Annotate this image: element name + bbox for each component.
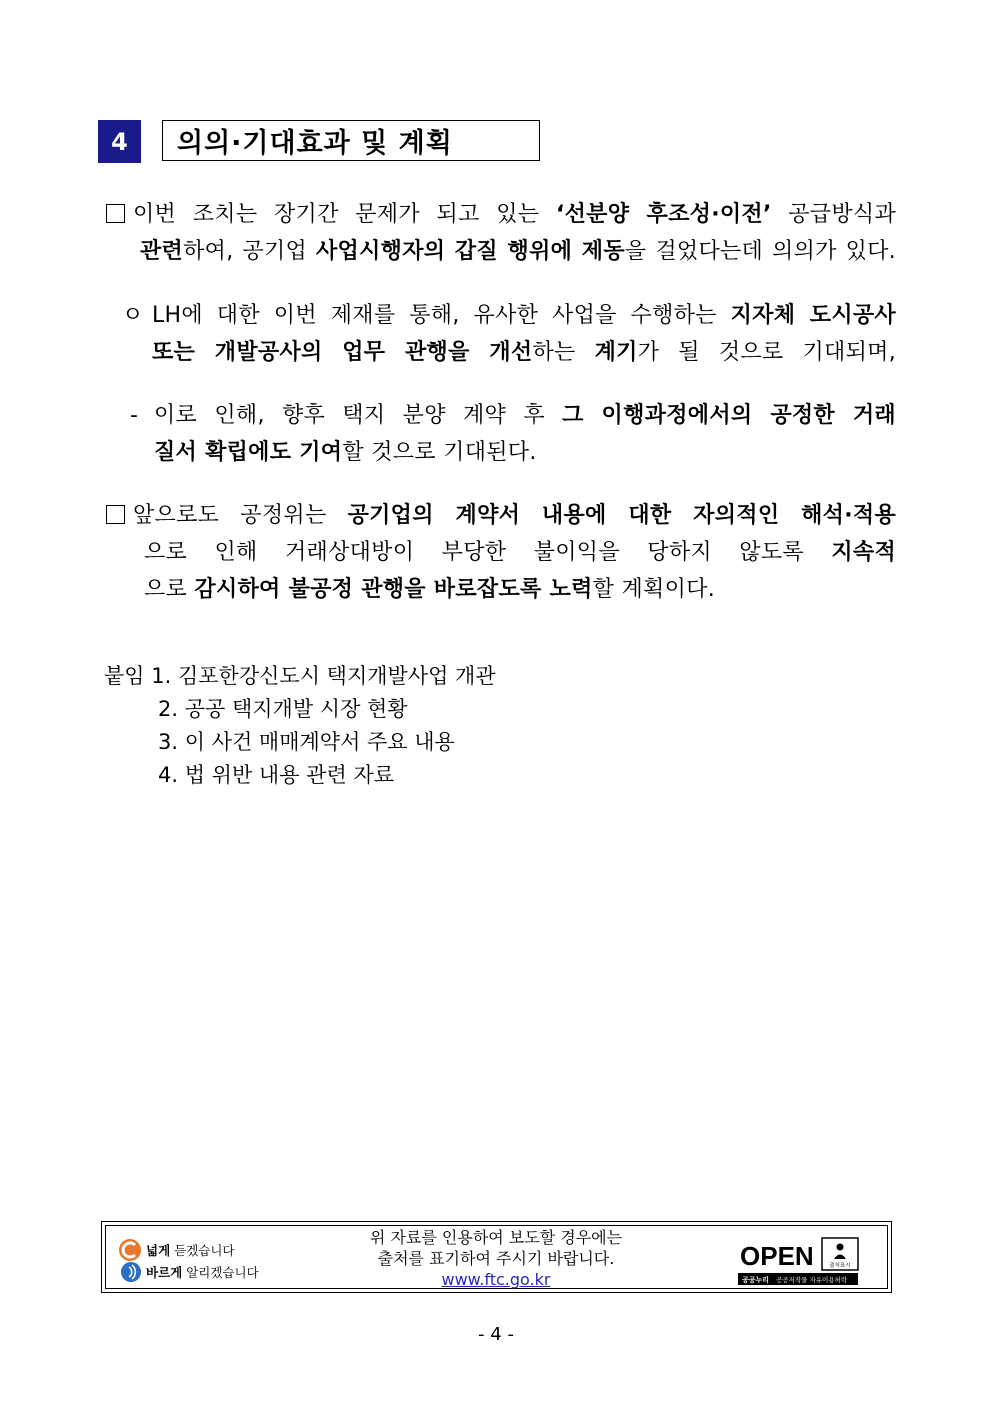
attachment-item	[104, 693, 496, 726]
ftc-logo-icon	[116, 1236, 148, 1284]
paragraph-1-cont	[140, 233, 896, 270]
open-logo-text: OPEN	[740, 1241, 814, 1271]
text: LH에 대한 이번 제재를 통해, 유사한 사업을 수행하는	[152, 303, 731, 328]
text: 이로 인해, 향후 택지 분양 계약 후	[154, 403, 563, 428]
text: 을 걸었다는데 의의가 있다.	[624, 239, 896, 264]
text: 하는	[532, 340, 595, 365]
text: 공급방식과	[771, 202, 896, 227]
paragraph-3-cont	[154, 434, 896, 471]
bold-text: 또는 개발공사의 업무 관행을 개선	[152, 340, 533, 365]
citation-notice	[336, 1227, 656, 1290]
text: 으로	[144, 577, 195, 602]
slogan-bold: 넓게	[146, 1243, 171, 1258]
paragraph-1-line-2	[140, 233, 896, 270]
open-badge-text: 출처표시	[829, 1263, 851, 1269]
bullet-dash: -	[130, 403, 139, 428]
paragraph-4	[106, 497, 896, 534]
slogan-bold: 바르게	[146, 1265, 183, 1280]
attachment-item	[104, 726, 496, 759]
paragraph-4-cont	[144, 534, 896, 571]
text: 으로 인해 거래상대방이 부당한 불이익을 당하지 않도록	[144, 540, 832, 565]
footer-inner-border	[105, 1225, 888, 1289]
bold-text: 계기	[594, 340, 638, 365]
bullet-circle: ㅇ	[122, 303, 144, 328]
notice-line-1: 위 자료를 인용하여 보도할 경우에는	[369, 1228, 623, 1247]
slogan-text: 알리겠습니다	[182, 1265, 259, 1280]
text: 할 것으로 기대된다.	[342, 440, 537, 465]
paragraph-2-cont	[152, 334, 896, 371]
open-bottom-desc: 공공저작물 자유이용허락	[776, 1276, 848, 1284]
bold-text: 지속적	[831, 540, 896, 565]
checkbox-square-icon	[106, 505, 125, 524]
bold-text: ‘선분양 후조성·이전’	[555, 202, 772, 227]
kogl-open-logo	[736, 1234, 864, 1286]
bold-text: 관련	[140, 239, 184, 264]
attachment-text: 4. 법 위반 내용 관련 자료	[158, 763, 394, 787]
bold-text: 사업시행자의 갑질 행위에 제동	[315, 239, 625, 264]
section-title	[162, 120, 540, 161]
attachments-label: 붙임	[104, 664, 145, 688]
slogan-line-2	[146, 1263, 259, 1281]
paragraph-4-cont-2	[144, 571, 896, 608]
paragraph-3-line-1	[130, 397, 896, 434]
attachment-text: 3. 이 사건 매매계약서 주요 내용	[158, 730, 455, 754]
paragraph-2-line-2	[152, 334, 896, 371]
attachment-text: 1. 김포한강신도시 택지개발사업 개관	[151, 664, 496, 688]
attachment-text: 2. 공공 택지개발 시장 현황	[158, 697, 408, 721]
notice-line-2: 출처를 표기하여 주시기 바랍니다.	[377, 1249, 615, 1268]
paragraph-1	[106, 196, 896, 233]
text: 하여, 공기업	[183, 239, 316, 264]
attachment-item	[104, 660, 496, 693]
ftc-website-link[interactable]: www.ftc.go.kr	[441, 1270, 551, 1289]
section-number-badge: 4	[98, 120, 141, 163]
attachments-list	[104, 660, 496, 792]
text: 가 될 것으로 기대되며,	[637, 340, 896, 365]
text: 앞으로도 공정위는	[133, 503, 348, 528]
attachment-item	[104, 759, 496, 792]
page-number: - 4 -	[478, 1324, 514, 1345]
bold-text: 그 이행과정에서의 공정한 거래	[562, 403, 896, 428]
paragraph-4-line-1	[106, 497, 896, 534]
bold-text: 감시하여 불공정 관행을 바로잡도록 노력	[194, 577, 593, 602]
slogan-text: 듣겠습니다	[170, 1243, 235, 1258]
paragraph-3	[130, 397, 896, 434]
paragraph-3-line-2	[154, 434, 896, 471]
bold-text: 지자체 도시공사	[730, 303, 896, 328]
paragraph-4-line-2	[144, 534, 896, 571]
bold-text: 공기업의 계약서 내용에 대한 자의적인 해석·적용	[347, 503, 896, 528]
paragraph-1-line-1	[106, 196, 896, 233]
open-license-icon	[736, 1234, 864, 1286]
paragraph-4-line-3	[144, 571, 896, 608]
footer-box	[101, 1221, 892, 1293]
text: 할 계획이다.	[592, 577, 715, 602]
checkbox-square-icon	[106, 204, 125, 223]
paragraph-2-line-1	[122, 297, 896, 334]
bold-text: 질서 확립에도 기여	[154, 440, 343, 465]
open-bottom-label: 공공누리	[742, 1276, 770, 1284]
paragraph-2	[122, 297, 896, 334]
section-title-text: 의의·기대효과 및 계획	[177, 128, 453, 159]
slogan-line-1	[146, 1241, 235, 1259]
ftc-slogan-logo	[116, 1236, 286, 1284]
text: 이번 조치는 장기간 문제가 되고 있는	[133, 202, 556, 227]
